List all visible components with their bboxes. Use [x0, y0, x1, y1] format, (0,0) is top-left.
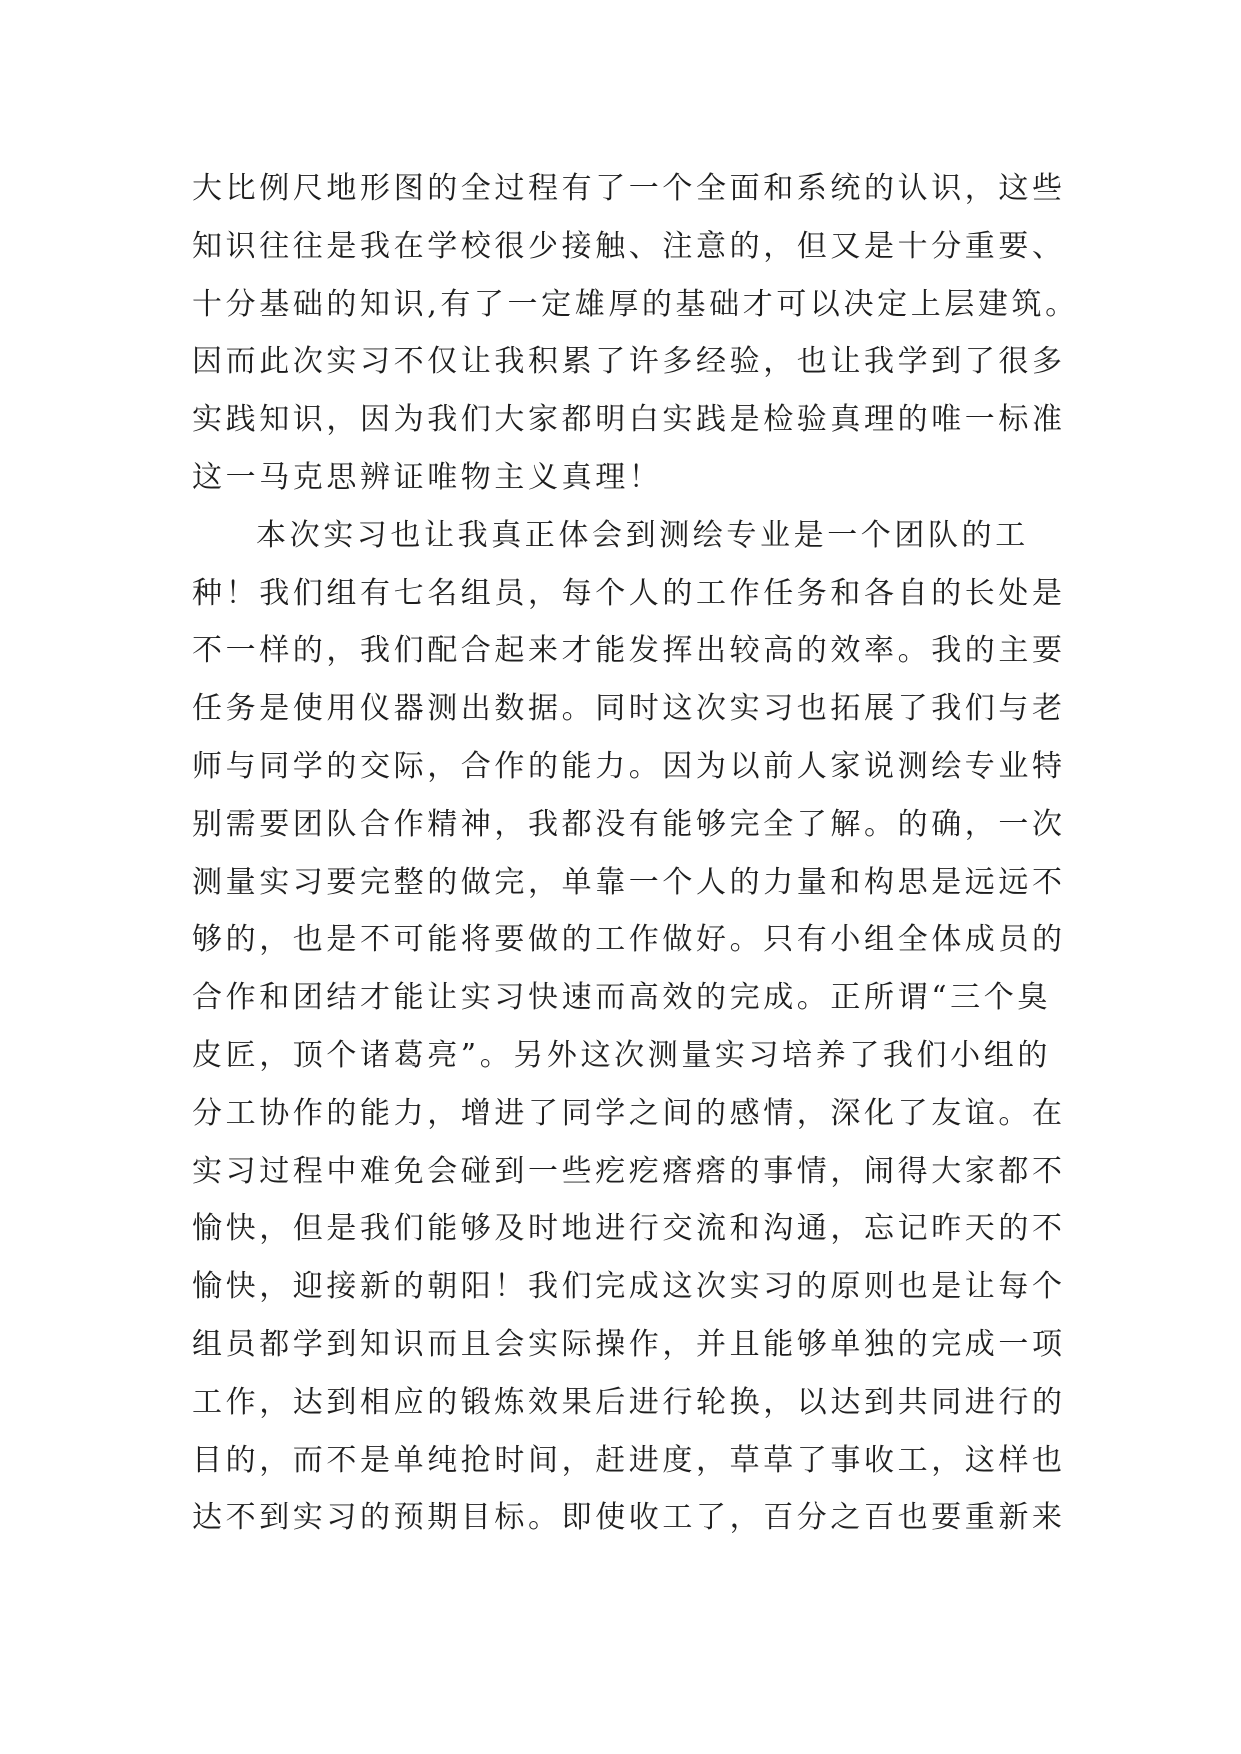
paragraph-2-line: 分工协作的能力，增进了同学之间的感情，深化了友谊。在 [192, 1095, 1066, 1131]
paragraph-2-line: 种！我们组有七名组员，每个人的工作任务和各自的长处是 [192, 575, 1066, 611]
paragraph-2-line: 实习过程中难免会碰到一些疙疙瘩瘩的事情，闹得大家都不 [192, 1153, 1066, 1189]
paragraph-2-line: 师与同学的交际，合作的能力。因为以前人家说测绘专业特 [192, 748, 1066, 784]
paragraph-2-line: 皮匠，顶个诸葛亮”。另外这次测量实习培养了我们小组的 [192, 1037, 1051, 1073]
paragraph-2-line: 别需要团队合作精神，我都没有能够完全了解。的确，一次 [192, 806, 1066, 842]
paragraph-2-line: 愉快，但是我们能够及时地进行交流和沟通，忘记昨天的不 [192, 1211, 1066, 1247]
paragraph-2-line: 工作，达到相应的锻炼效果后进行轮换，以达到共同进行的 [192, 1384, 1066, 1420]
paragraph-1-line: 实践知识，因为我们大家都明白实践是检验真理的唯一标准 [192, 402, 1066, 438]
paragraph-1-line: 十分基础的知识,有了一定雄厚的基础才可以决定上层建筑。 [192, 286, 1079, 322]
paragraph-2-line: 测量实习要完整的做完，单靠一个人的力量和构思是远远不 [192, 864, 1066, 900]
paragraph-2-line: 任务是使用仪器测出数据。同时这次实习也拓展了我们与老 [192, 691, 1066, 727]
paragraph-1-line: 这一马克思辨证唯物主义真理！ [192, 459, 663, 495]
paragraph-2-line: 愉快，迎接新的朝阳！我们完成这次实习的原则也是让每个 [192, 1269, 1066, 1305]
paragraph-2-line: 达不到实习的预期目标。即使收工了，百分之百也要重新来 [192, 1500, 1066, 1536]
paragraph-1-line: 大比例尺地形图的全过程有了一个全面和系统的认识，这些 [192, 171, 1066, 206]
paragraph-2-line: 够的，也是不可能将要做的工作做好。只有小组全体成员的 [192, 922, 1066, 958]
paragraph-2-line: 不一样的，我们配合起来才能发挥出较高的效率。我的主要 [192, 633, 1066, 669]
paragraph-2-line: 目的，而不是单纯抢时间，赶进度，草草了事收工，这样也 [192, 1442, 1066, 1478]
paragraph-1-line: 知识往往是我在学校很少接触、注意的，但又是十分重要、 [192, 228, 1066, 264]
paragraph-2-line: 组员都学到知识而且会实际操作，并且能够单独的完成一项 [192, 1326, 1066, 1362]
document-body [192, 160, 1079, 1547]
paragraph-2-line: 本次实习也让我真正体会到测绘专业是一个团队的工 [256, 517, 1029, 553]
paragraph-1-line: 因而此次实习不仅让我积累了许多经验，也让我学到了很多 [192, 344, 1066, 380]
paragraph-2-line: 合作和团结才能让实习快速而高效的完成。正所谓“三个臭 [192, 980, 1051, 1016]
